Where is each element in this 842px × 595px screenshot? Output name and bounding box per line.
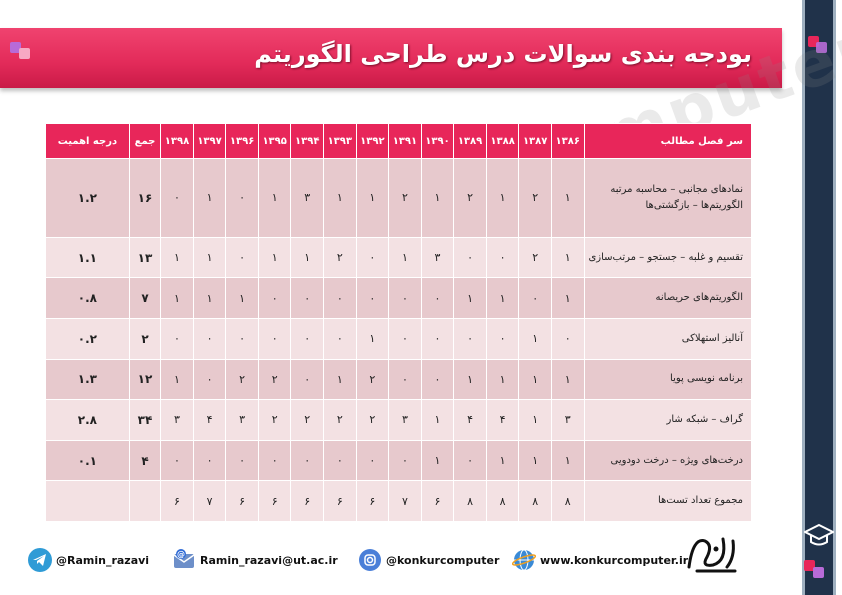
year-count-cell: ۲ <box>291 400 324 441</box>
year-count-cell: ۰ <box>291 440 324 481</box>
header-year: ۱۳۹۱ <box>389 124 422 159</box>
row-importance: ۰.۱ <box>46 440 130 481</box>
row-importance: ۲.۸ <box>46 400 130 441</box>
sum-count-cell: ۶ <box>291 481 324 522</box>
year-count-cell: ۱ <box>551 440 584 481</box>
year-count-cell: ۰ <box>226 318 259 359</box>
year-count-cell: ۰ <box>454 237 487 278</box>
row-total: ۱۳ <box>129 237 160 278</box>
year-count-cell: ۰ <box>421 359 454 400</box>
email-icon <box>172 548 196 572</box>
year-count-cell: ۰ <box>291 318 324 359</box>
year-count-cell: ۱ <box>486 440 519 481</box>
table-row <box>46 237 752 278</box>
year-count-cell: ۳ <box>291 159 324 238</box>
year-count-cell: ۰ <box>389 359 422 400</box>
year-count-cell: ۲ <box>226 359 259 400</box>
year-count-cell: ۱ <box>551 278 584 319</box>
year-count-cell: ۳ <box>226 400 259 441</box>
row-topic: تقسیم و غلبه – جستجو – مرتب‌سازی <box>584 237 751 278</box>
header-year: ۱۳۹۴ <box>291 124 324 159</box>
year-count-cell: ۱ <box>551 359 584 400</box>
sum-count-cell: ۸ <box>519 481 552 522</box>
row-topic: الگوریتم‌های حریصانه <box>584 278 751 319</box>
header-importance: درجه اهمیت <box>46 124 130 159</box>
header-total: جمع <box>129 124 160 159</box>
year-count-cell: ۰ <box>258 278 291 319</box>
header-year: ۱۳۹۳ <box>324 124 357 159</box>
year-count-cell: ۰ <box>356 237 389 278</box>
email-address: Ramin_razavi@ut.ac.ir <box>200 553 338 567</box>
year-count-cell: ۰ <box>389 278 422 319</box>
year-count-cell: ۱ <box>486 359 519 400</box>
empty-cell <box>46 481 130 522</box>
table-row <box>46 359 752 400</box>
row-topic: گراف – شبکه شار <box>584 400 751 441</box>
table-row <box>46 159 752 238</box>
table-sum-row <box>46 481 752 522</box>
year-count-cell: ۰ <box>421 318 454 359</box>
row-total: ۱۲ <box>129 359 160 400</box>
year-count-cell: ۰ <box>291 359 324 400</box>
year-count-cell: ۲ <box>356 359 389 400</box>
sum-count-cell: ۶ <box>356 481 389 522</box>
year-count-cell: ۴ <box>454 400 487 441</box>
header-year: ۱۳۹۶ <box>226 124 259 159</box>
sum-count-cell: ۸ <box>486 481 519 522</box>
year-count-cell: ۱ <box>519 400 552 441</box>
header-year: ۱۳۹۷ <box>193 124 226 159</box>
banner-logo-squares <box>10 42 34 60</box>
year-count-cell: ۱ <box>324 159 357 238</box>
year-count-cell: ۲ <box>519 237 552 278</box>
year-count-cell: ۲ <box>454 159 487 238</box>
year-count-cell: ۰ <box>356 278 389 319</box>
year-count-cell: ۰ <box>161 159 194 238</box>
year-count-cell: ۱ <box>356 318 389 359</box>
year-count-cell: ۰ <box>389 440 422 481</box>
table-row <box>46 278 752 319</box>
year-count-cell: ۰ <box>226 159 259 238</box>
year-count-cell: ۰ <box>258 440 291 481</box>
year-count-cell: ۱ <box>161 237 194 278</box>
year-count-cell: ۰ <box>389 318 422 359</box>
year-count-cell: ۲ <box>258 359 291 400</box>
footer-contacts <box>0 540 760 580</box>
year-count-cell: ۰ <box>258 318 291 359</box>
sum-count-cell: ۸ <box>454 481 487 522</box>
footer-website[interactable] <box>512 550 688 570</box>
svg-text:@: @ <box>177 550 185 559</box>
social-handle: @konkurcomputer <box>386 553 500 567</box>
year-count-cell: ۱ <box>551 159 584 238</box>
year-count-cell: ۲ <box>389 159 422 238</box>
header-year: ۱۳۹۰ <box>421 124 454 159</box>
graduation-cap-icon <box>804 522 834 548</box>
row-total: ۱۶ <box>129 159 160 238</box>
year-count-cell: ۰ <box>454 440 487 481</box>
sum-row-label: مجموع تعداد تست‌ها <box>584 481 751 522</box>
year-count-cell: ۱ <box>356 159 389 238</box>
year-count-cell: ۰ <box>324 318 357 359</box>
year-count-cell: ۱ <box>454 359 487 400</box>
year-count-cell: ۰ <box>324 440 357 481</box>
year-count-cell: ۱ <box>551 237 584 278</box>
year-count-cell: ۲ <box>356 400 389 441</box>
telegram-icon <box>28 548 52 572</box>
year-count-cell: ۱ <box>161 278 194 319</box>
year-count-cell: ۴ <box>486 400 519 441</box>
calligraphy-logo <box>683 527 741 577</box>
year-count-cell: ۱ <box>486 278 519 319</box>
year-count-cell: ۰ <box>324 278 357 319</box>
year-count-cell: ۲ <box>519 159 552 238</box>
year-count-cell: ۰ <box>193 318 226 359</box>
sum-count-cell: ۶ <box>161 481 194 522</box>
row-total: ۷ <box>129 278 160 319</box>
sum-count-cell: ۶ <box>324 481 357 522</box>
bottom-right-logo-squares <box>804 560 828 578</box>
year-count-cell: ۱ <box>324 359 357 400</box>
sum-count-cell: ۶ <box>258 481 291 522</box>
year-count-cell: ۰ <box>226 237 259 278</box>
year-count-cell: ۳ <box>389 400 422 441</box>
row-importance: ۱.۱ <box>46 237 130 278</box>
year-count-cell: ۱ <box>389 237 422 278</box>
table-row <box>46 400 752 441</box>
row-total: ۴ <box>129 440 160 481</box>
year-count-cell: ۰ <box>454 318 487 359</box>
year-count-cell: ۱ <box>193 159 226 238</box>
row-importance: ۰.۸ <box>46 278 130 319</box>
row-topic: برنامه نویسی پویا <box>584 359 751 400</box>
year-count-cell: ۴ <box>193 400 226 441</box>
table-row <box>46 318 752 359</box>
question-budget-table <box>45 123 752 522</box>
header-year: ۱۳۸۸ <box>486 124 519 159</box>
year-count-cell: ۰ <box>226 440 259 481</box>
telegram-handle: @Ramin_razavi <box>56 553 150 567</box>
row-topic: آنالیز استهلاکی <box>584 318 751 359</box>
year-count-cell: ۰ <box>356 440 389 481</box>
year-count-cell: ۱ <box>193 237 226 278</box>
sum-count-cell: ۸ <box>551 481 584 522</box>
year-count-cell: ۰ <box>161 440 194 481</box>
header-year: ۱۳۸۹ <box>454 124 487 159</box>
footer-email[interactable] <box>172 550 338 570</box>
year-count-cell: ۲ <box>324 400 357 441</box>
year-count-cell: ۱ <box>291 237 324 278</box>
row-importance: ۱.۲ <box>46 159 130 238</box>
year-count-cell: ۳ <box>161 400 194 441</box>
page-title: بودجه بندی سوالات درس طراحی الگوریتم <box>254 40 752 68</box>
instagram-icon <box>358 548 382 572</box>
header-topic: سر فصل مطالب <box>584 124 751 159</box>
header-year: ۱۳۹۵ <box>258 124 291 159</box>
year-count-cell: ۰ <box>486 237 519 278</box>
year-count-cell: ۱ <box>519 440 552 481</box>
year-count-cell: ۰ <box>486 318 519 359</box>
empty-cell <box>129 481 160 522</box>
row-total: ۲ <box>129 318 160 359</box>
header-year: ۱۳۹۲ <box>356 124 389 159</box>
year-count-cell: ۱ <box>161 359 194 400</box>
year-count-cell: ۱ <box>258 159 291 238</box>
year-count-cell: ۰ <box>519 278 552 319</box>
year-count-cell: ۰ <box>291 278 324 319</box>
row-importance: ۰.۲ <box>46 318 130 359</box>
year-count-cell: ۲ <box>258 400 291 441</box>
website-url: www.konkurcomputer.ir <box>540 553 689 567</box>
header-year: ۱۳۸۶ <box>551 124 584 159</box>
table-row <box>46 440 752 481</box>
year-count-cell: ۱ <box>421 159 454 238</box>
year-count-cell: ۱ <box>421 440 454 481</box>
year-count-cell: ۱ <box>519 318 552 359</box>
year-count-cell: ۰ <box>421 278 454 319</box>
year-count-cell: ۳ <box>551 400 584 441</box>
year-count-cell: ۰ <box>161 318 194 359</box>
year-count-cell: ۱ <box>226 278 259 319</box>
footer-social[interactable] <box>358 550 499 570</box>
year-count-cell: ۰ <box>551 318 584 359</box>
year-count-cell: ۱ <box>258 237 291 278</box>
sum-count-cell: ۷ <box>389 481 422 522</box>
sum-count-cell: ۷ <box>193 481 226 522</box>
row-topic: درخت‌های ویژه – درخت دودویی <box>584 440 751 481</box>
row-importance: ۱.۳ <box>46 359 130 400</box>
year-count-cell: ۰ <box>193 359 226 400</box>
year-count-cell: ۳ <box>421 237 454 278</box>
header-year: ۱۳۹۸ <box>161 124 194 159</box>
header-year: ۱۳۸۷ <box>519 124 552 159</box>
sum-count-cell: ۶ <box>421 481 454 522</box>
year-count-cell: ۱ <box>193 278 226 319</box>
globe-icon <box>512 548 536 572</box>
footer-telegram[interactable] <box>28 550 149 570</box>
year-count-cell: ۱ <box>454 278 487 319</box>
row-total: ۳۴ <box>129 400 160 441</box>
year-count-cell: ۲ <box>324 237 357 278</box>
year-count-cell: ۱ <box>486 159 519 238</box>
sum-count-cell: ۶ <box>226 481 259 522</box>
year-count-cell: ۱ <box>519 359 552 400</box>
year-count-cell: ۱ <box>421 400 454 441</box>
year-count-cell: ۰ <box>193 440 226 481</box>
row-topic: نمادهای مجانبی – محاسبه مرتبه الگوریتم‌ها – بازگشتی‌ها <box>584 159 751 238</box>
table-header-row <box>46 124 752 159</box>
